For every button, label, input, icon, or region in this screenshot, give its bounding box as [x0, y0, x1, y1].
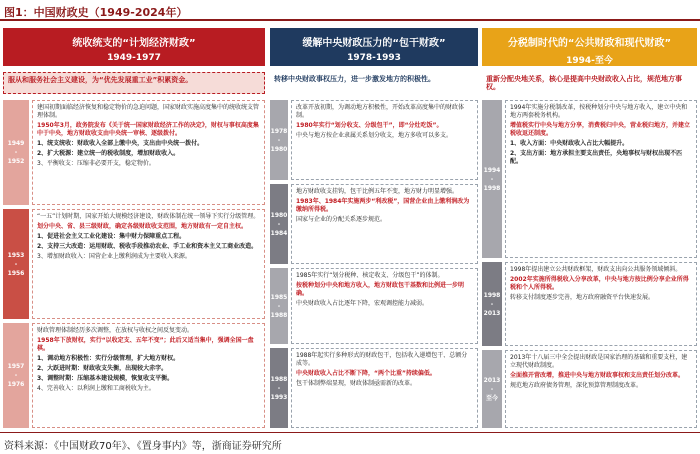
paragraph: 规范地方政府债务管理，深化预算管理制度改革。 [510, 382, 643, 389]
period-block [482, 262, 697, 346]
title-divider [0, 19, 700, 21]
column-header [270, 28, 478, 66]
year-start: 1953 [7, 251, 25, 259]
paragraph: 1998年提出建立公共财政框架，财政支出向公共服务领域倾斜。 [510, 266, 682, 273]
paragraph: 增值税实行中央与地方分享，消费税归中央，营业税归地方，并建立税收返还制度。 [510, 122, 691, 137]
paragraph: 1、促进社会主义工业化建设：集中财力保障重点工程。 [37, 233, 186, 240]
column-header [482, 28, 697, 66]
period-block [270, 268, 478, 344]
column-title: 统收统支的“计划经济财政” [72, 38, 196, 49]
column-years: 1949-1977 [107, 53, 161, 63]
year-end: 1988 [270, 311, 288, 319]
paragraph: 1980年实行“划分收支、分级包干”，即“分灶吃饭”。 [296, 122, 443, 129]
paragraph: 划分中央、省、县三级财政，确定各级财政收支范围，地方财政有一定自主权。 [37, 223, 248, 230]
paragraph: 中央财政收入占比逐年下降，宏观调控能力减弱。 [296, 300, 429, 307]
year-end: 1980 [270, 145, 288, 153]
paragraph: 1950年3月，政务院发布《关于统一国家财政经济工作的决定》，财权与事权高度集中于中央，地方财政收支由中央统一审核、逐级拨付。 [37, 122, 259, 137]
column-planned-economy [3, 28, 265, 428]
year-start: 2013 [483, 376, 501, 384]
paragraph: 1983年、1984年实施两步“利改税”，国营企业由上缴利润改为缴纳所得税。 [296, 198, 470, 213]
paragraph: 1988年起实行多种形式的财政包干，包括收入递增包干、总额分成等。 [296, 352, 468, 367]
paragraph: 地方财政收支挂钩，包干比例五年不变，地方财力明显增强。 [296, 188, 459, 195]
paragraph: 3、平衡收支：压缩非必要开支，稳定物价。 [37, 160, 155, 167]
period-text [32, 209, 265, 319]
paragraph: 2002年实施所得税收入分享改革，中央与地方按比例分享企业所得税和个人所得税。 [510, 276, 689, 291]
paragraph: 2、扩大税源：建立统一的税收制度，增加财政收入。 [37, 150, 180, 157]
year-start: 1998 [483, 291, 501, 299]
period-years [482, 100, 502, 258]
paragraph: 中央财政收入占比不断下降，“两个比重”持续偏低。 [296, 370, 436, 377]
year-start: 1957 [7, 363, 25, 370]
column-contract-finance [270, 28, 478, 428]
year-sep: - [277, 136, 281, 144]
paragraph: 全面推开营改增，推进中央与地方财政事权和支出责任划分改革。 [510, 372, 685, 379]
period-text [505, 100, 697, 258]
year-sep: - [14, 260, 18, 268]
period-years [3, 100, 29, 205]
paragraph: “一五”计划时期，国家开始大规模经济建设，财政体制在统一领导下实行分级管理。 [37, 213, 260, 220]
paragraph: 按税种划分中央和地方收入，地方财政包干基数和比例进一步明确。 [296, 282, 465, 297]
period-years [3, 323, 29, 428]
period-text [291, 268, 478, 344]
paragraph: 4、完善收入：以利润上缴和工商税收为主。 [37, 385, 155, 392]
period-block [482, 350, 697, 428]
year-end: 1993 [270, 393, 288, 401]
paragraph: 3、调整时期：压缩基本建设规模，恢复收支平衡。 [37, 375, 174, 382]
figure-title: 图1：中国财政史（1949-2024年） [4, 6, 188, 19]
paragraph: 国家与企业的分配关系逐步规范。 [296, 216, 387, 223]
period-text [291, 100, 478, 180]
paragraph: 中央与地方按企业隶属关系划分收支，地方多收可以多支。 [296, 132, 453, 139]
column-tax-sharing [482, 28, 697, 428]
column-intro: 服从和服务社会主义建设，为“优先发展重工业”积累资金。 [3, 72, 265, 94]
period-block [3, 100, 265, 205]
column-title: 分税制时代的“公共财政和现代财政” [507, 38, 672, 49]
year-start: 1949 [7, 140, 25, 147]
period-block [270, 348, 478, 428]
paragraph: 1994年实施分税制改革，按税种划分中央与地方收入，建立中央和地方两套税务机构。 [510, 104, 688, 119]
column-title: 缓解中央财政压力的“包干财政” [302, 38, 446, 49]
period-years [270, 100, 288, 180]
year-end: 至今 [485, 394, 498, 402]
paragraph: 建国初期面临经济恢复和稳定物价的急迫问题，国家财政实施高度集中的统收统支管理体制。 [37, 104, 260, 119]
period-text [505, 262, 697, 346]
paragraph: 2013年十八届三中全会提出财政是国家治理的基础和重要支柱，建立现代财政制度。 [510, 354, 688, 369]
period-years [270, 348, 288, 428]
period-years [482, 350, 502, 428]
period-block [270, 184, 478, 264]
paragraph: 转移支付制度逐步完善，地方政府融资平台快速发展。 [510, 294, 655, 301]
paragraph: 2、支出方面：地方承担主要支出责任，央地事权与财权出现不匹配。 [510, 150, 683, 165]
paragraph: 改革开放初期，为调动地方积极性，开始改革高度集中的财政体制。 [296, 104, 465, 119]
paragraph: 1958年下放财权，实行“以收定支、五年不变”；此后又适当集中，强调全国一盘棋。 [37, 337, 254, 352]
period-block [270, 100, 478, 180]
year-sep: - [277, 220, 281, 228]
year-end: 1984 [270, 229, 288, 237]
year-end: 1976 [7, 381, 25, 388]
year-start: 1985 [270, 293, 288, 301]
period-years [270, 184, 288, 264]
year-sep: - [490, 385, 494, 393]
paragraph: 1985年实行“划分税种、核定收支、分级包干”的体制。 [296, 272, 444, 279]
period-years [482, 262, 502, 346]
column-years: 1978-1993 [347, 53, 401, 63]
year-sep: - [277, 384, 281, 392]
paragraph: 3、增加财政收入：国营企业上缴利润成为主要收入来源。 [37, 253, 191, 260]
year-sep: - [277, 302, 281, 310]
paragraph: 1、收入方面：中央财政收入占比大幅提升。 [510, 140, 629, 147]
year-sep: - [490, 175, 494, 183]
period-text [505, 350, 697, 428]
period-text [32, 323, 265, 428]
paragraph: 1、统支统收：财政收入全部上缴中央，支出由中央统一拨付。 [37, 140, 204, 147]
column-intro: 重新分配央地关系，核心是提高中央财政收入占比，规范地方事权。 [486, 75, 682, 91]
column-years: 1994-至今 [566, 56, 613, 66]
year-start: 1978 [270, 127, 288, 135]
period-block [482, 100, 697, 258]
paragraph: 包干体制弊端显现，财政体制亟需新的改革。 [296, 380, 417, 387]
year-end: 2013 [483, 309, 501, 317]
year-sep: - [14, 372, 18, 379]
period-text [291, 348, 478, 428]
period-text [32, 100, 265, 205]
year-start: 1988 [270, 375, 288, 383]
period-text [291, 184, 478, 264]
paragraph: 1、调动地方积极性：实行分级管理，扩大地方财权。 [37, 355, 180, 362]
paragraph: 2、支持三大改造：运用财政、税收手段推动农业、手工业和资本主义工商业改造。 [37, 243, 258, 250]
year-end: 1956 [7, 269, 25, 277]
period-block [3, 323, 265, 428]
year-end: 1998 [483, 184, 501, 192]
year-sep: - [14, 149, 18, 156]
period-years [3, 209, 29, 319]
year-end: 1952 [7, 158, 25, 165]
year-start: 1994 [483, 166, 501, 174]
period-years [270, 268, 288, 344]
column-header [3, 28, 265, 66]
source-note: 资料来源：《中国财政70年》、《置身事内》等，浙商证券研究所 [4, 441, 282, 452]
paragraph: 财政管理体制经历多次调整，在放权与收权之间反复变动。 [37, 327, 194, 334]
year-start: 1980 [270, 211, 288, 219]
year-sep: - [490, 300, 494, 308]
paragraph: 2、大跃进时期：财政收支失衡，出现较大赤字。 [37, 365, 168, 372]
column-intro: 转移中央财政事权压力，进一步激发地方的积极性。 [274, 75, 435, 83]
period-block [3, 209, 265, 319]
footer-divider [0, 432, 700, 433]
